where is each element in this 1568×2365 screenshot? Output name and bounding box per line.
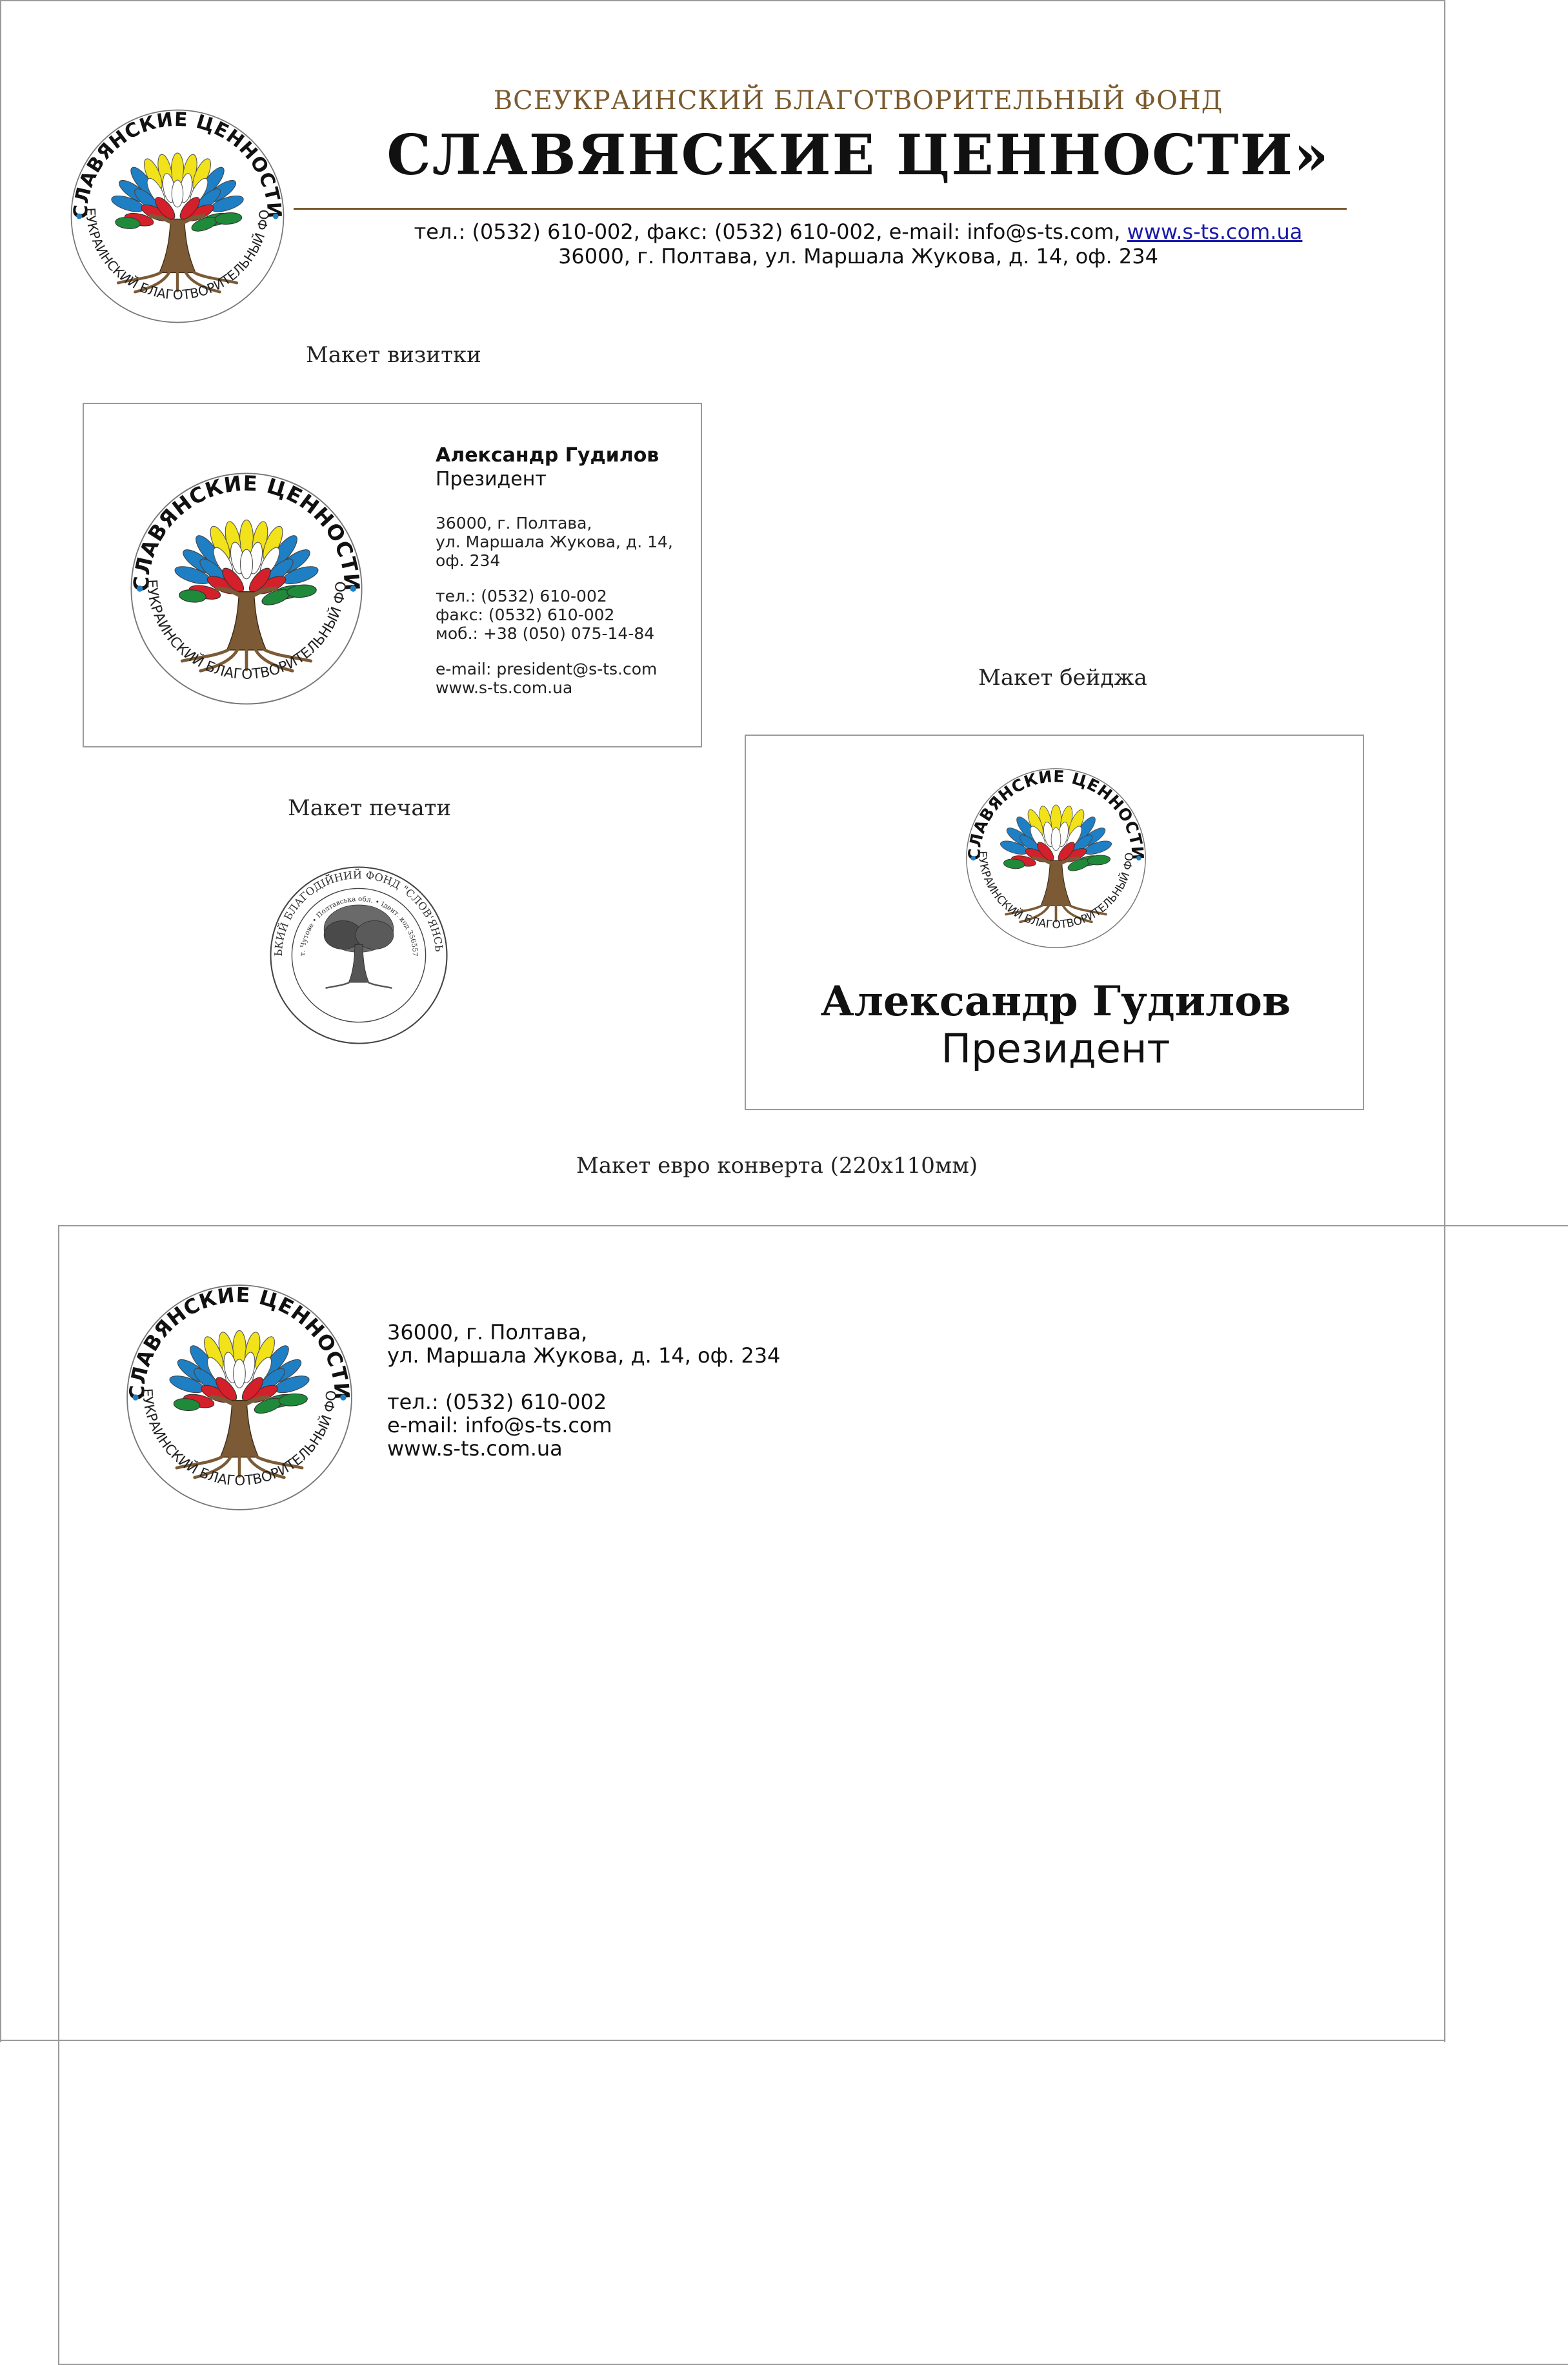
badge-caption: Макет бейджа bbox=[978, 665, 1147, 691]
letterhead-website-link[interactable]: www.s-ts.com.ua bbox=[1127, 219, 1303, 244]
business-card-logo bbox=[124, 466, 369, 711]
business-card-email: e-mail: president@s-ts.com bbox=[436, 660, 658, 678]
letterhead-logo bbox=[65, 103, 290, 329]
letterhead bbox=[0, 0, 1445, 303]
stamp-caption: Макет печати bbox=[288, 795, 452, 821]
envelope-phone: тел.: (0532) 610-002 bbox=[387, 1390, 607, 1414]
business-card-position: Президент bbox=[436, 468, 547, 491]
envelope-website: www.s-ts.com.ua bbox=[387, 1436, 563, 1461]
business-card-phone: тел.: (0532) 610-002 bbox=[436, 587, 607, 605]
badge-name: Александр Гудилов bbox=[820, 977, 1291, 1026]
letterhead-contacts bbox=[294, 219, 1423, 244]
business-card-address-line2: ул. Маршала Жукова, д. 14, bbox=[436, 533, 673, 551]
business-card-details bbox=[436, 444, 694, 697]
badge bbox=[745, 735, 1364, 1110]
business-card-mobile: моб.: +38 (050) 075-14-84 bbox=[436, 624, 655, 643]
envelope-address-line2: ул. Маршала Жукова, д. 14, оф. 234 bbox=[387, 1343, 781, 1368]
envelope-logo bbox=[120, 1278, 359, 1517]
business-card-website: www.s-ts.com.ua bbox=[436, 678, 573, 697]
sheet-border-left bbox=[0, 0, 1, 2042]
envelope-details bbox=[387, 1321, 780, 1460]
business-card-address-line3: оф. 234 bbox=[436, 551, 501, 570]
stamp-seal bbox=[268, 865, 449, 1046]
letterhead-divider bbox=[294, 208, 1347, 210]
envelope-email: e-mail: info@s-ts.com bbox=[387, 1413, 612, 1437]
letterhead-address: 36000, г. Полтава, ул. Маршала Жукова, д. 14, оф. 234 bbox=[558, 244, 1158, 269]
business-card-address-line1: 36000, г. Полтава, bbox=[436, 514, 592, 533]
letterhead-subtitle: ВСЕУКРАИНСКИЙ БЛАГОТВОРИТЕЛЬНЫЙ ФОНД bbox=[493, 86, 1223, 116]
letterhead-contacts-line: тел.: (0532) 610-002, факс: (0532) 610-002, e-mail: info@s-ts.com, bbox=[414, 219, 1121, 244]
envelope-caption: Макет евро конверта (220х110мм) bbox=[576, 1153, 978, 1179]
envelope bbox=[58, 1225, 1568, 2365]
business-card-caption: Макет визитки bbox=[306, 342, 481, 368]
envelope-address-line1: 36000, г. Полтава, bbox=[387, 1320, 588, 1345]
badge-position: Президент bbox=[941, 1025, 1171, 1072]
business-card-fax: факс: (0532) 610-002 bbox=[436, 605, 615, 624]
badge-logo bbox=[961, 763, 1151, 953]
letterhead-title: СЛАВЯНСКИЕ ЦЕННОСТИ» bbox=[387, 123, 1330, 188]
business-card bbox=[83, 403, 702, 747]
business-card-name: Александр Гудилов bbox=[436, 444, 659, 467]
